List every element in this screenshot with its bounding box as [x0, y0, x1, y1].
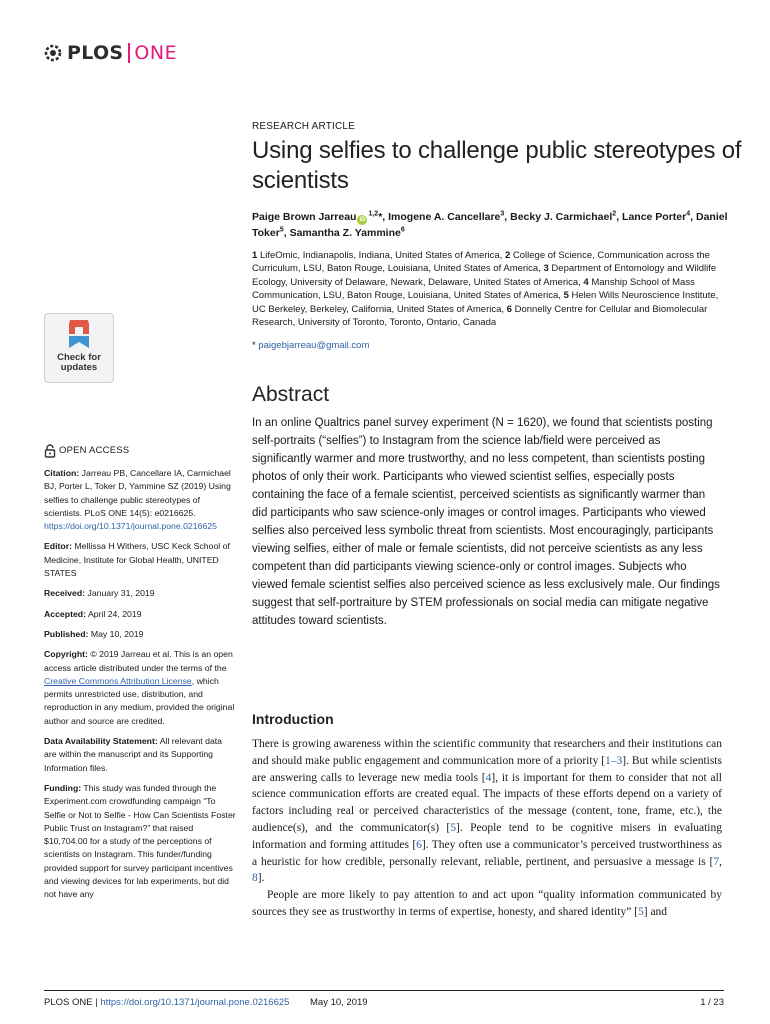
- article-sidebar: [44, 444, 236, 909]
- editor-label: Editor:: [44, 541, 72, 552]
- author-affiliation-marker: 4: [686, 210, 691, 218]
- article-title: Using selfies to challenge public stereotypes of scientists: [252, 137, 742, 194]
- intro-paragraph-1: There is growing awareness within the scientific community that researchers and their institutions can and should make public engagement and communication more of a priority [1–3]. But while scientists are answering calls to leverage new media tools [4], it is important for them to consider that not all science communication efforts are created equal. The impacts of these efforts depend on a variety of factors including real or perceived characteristics of the message (content, tone, frame, etc.), the audience(s), and the communicator(s) [5]. People tend to be cognitive misers in evaluating information and forming attitudes [6]. They often use a communicator’s perceived trustworthiness as a heuristic for how credible, personally relevant, reliable, pertinent, and persuasive a message is [7, 8].: [252, 738, 723, 885]
- received-label: Received:: [44, 588, 86, 599]
- published-date: May 10, 2019: [90, 628, 144, 639]
- author: Imogene A. Cancellare$^3$,: [388, 210, 511, 223]
- introduction-body: [252, 736, 722, 921]
- author-affiliation-marker: 6: [400, 226, 405, 234]
- author-name: Lance Porter: [622, 211, 687, 223]
- author-name: Becky J. Carmichael: [510, 211, 613, 223]
- check-for-updates-badge[interactable]: [44, 313, 114, 383]
- copyright-label: Copyright:: [44, 649, 88, 660]
- footer-citation: [44, 997, 289, 1008]
- affiliation-text: Donnelly Centre for Cellular and Biomolecular Research, University of Toronto, Toronto, Ontario, Canada: [252, 303, 708, 329]
- citation-block: [44, 467, 236, 533]
- author-affiliation-marker: 1,2: [368, 210, 379, 218]
- citation-link[interactable]: 5: [450, 821, 457, 834]
- affiliation-number: 6: [506, 303, 512, 315]
- intro-paragraph-2: People are more likely to pay attention to and act upon “quality information communicated by sources they see as trustworthy in terms of expertise, honesty, and shared identity” [5] and: [252, 889, 722, 918]
- crossmark-icon: [65, 320, 93, 350]
- footer-rule: [44, 990, 724, 991]
- open-access-label: [44, 444, 236, 458]
- article-type-label: RESEARCH ARTICLE: [252, 121, 356, 132]
- citation-label: Citation:: [44, 468, 80, 478]
- citation-link[interactable]: 1–3: [605, 754, 623, 767]
- footer-doi-link[interactable]: https://doi.org/10.1371/journal.pone.0216625: [100, 997, 290, 1008]
- author-affiliation-marker: 2: [612, 210, 617, 218]
- logo-divider: [128, 43, 130, 63]
- affiliation-text: Department of Entomology and Wildlife Ecology, University of Delaware, Newark, Delaware, United States of America,: [252, 263, 717, 288]
- plos-logo-icon: [42, 42, 64, 64]
- copyright-block: [44, 648, 236, 728]
- logo-one-text: ONE: [134, 42, 178, 64]
- author-list: [252, 209, 742, 241]
- editor-block: [44, 540, 236, 580]
- citation-link[interactable]: 4: [485, 771, 492, 784]
- affiliation-text: LifeOmic, Indianapolis, Indiana, United States of America,: [259, 250, 503, 261]
- affiliation-text: College of Science, Communication across the Curriculum, LSU, Baton Rouge, Louisiana, United States of America,: [252, 250, 710, 275]
- affiliation-number: 4: [583, 276, 589, 288]
- author-affiliation-marker: 5: [279, 226, 284, 234]
- author: Daniel Toker$^5$,: [252, 211, 728, 239]
- citation-link[interactable]: 6: [416, 838, 422, 851]
- affiliation-item: [252, 250, 505, 261]
- editor-text: Mellissa H Withers, USC Keck School of Medicine, Institute for Global Health, UNITED STATES: [44, 541, 230, 579]
- badge-label: [57, 353, 101, 373]
- author-name: Samantha Z. Yammine: [289, 227, 401, 239]
- funding-block: [44, 782, 236, 902]
- affiliation-number: 3: [543, 263, 549, 275]
- accepted-block: [44, 608, 236, 621]
- copyright-text-post: , which permits unrestricted use, distribution, and reproduction in any medium, provided the original author and source are credited.: [44, 675, 235, 726]
- received-date: January 31, 2019: [87, 588, 155, 599]
- badge-line-1: Check for: [57, 352, 101, 363]
- plos-one-logo[interactable]: [42, 40, 177, 66]
- data-availability-label: Data Availability Statement:: [44, 736, 158, 747]
- citation-doi-link[interactable]: https://doi.org/10.1371/journal.pone.0216625: [44, 521, 217, 532]
- orcid-icon[interactable]: iD: [359, 217, 366, 223]
- data-availability-text: All relevant data are within the manuscript and its Supporting Information files.: [44, 736, 223, 773]
- affiliation-text: Manship School of Mass Communication, LSU, Baton Rouge, Louisiana, United States of America,: [252, 276, 695, 302]
- footer-journal: PLOS ONE |: [44, 997, 98, 1008]
- open-access-text: OPEN ACCESS: [59, 445, 130, 457]
- footer-date: May 10, 2019: [310, 997, 368, 1008]
- abstract-text: In an online Qualtrics panel survey experiment (N = 1620), we found that scientists posting self-portraits (“selfies”) to Instagram from the science lab/field were perceived as significantly warmer and more trustworthy, and no less competent, than scientists posting photos of only their work. Participants who viewed scientist selfies, especially posts containing the face of a female scientist, perceived scientists as significantly warmer than did participants who saw science-only images or control images. Participants who viewed selfies also perceived less symbolic threat from scientists. Most encouragingly, participants viewing selfies, either of male or female scientists, did not perceive scientists as any less competent than did participants viewing science-only or control images. Subjects who viewed female scientist selfies also perceived science as less exclusively male. Our findings suggest that self-portraiture by STEM professionals on social media can mitigate negative attitudes toward scientists.: [252, 417, 720, 627]
- copyright-text-pre: © 2019 Jarreau et al. This is an open access article distributed under the terms of the: [44, 649, 233, 673]
- page-number: 1 / 23: [700, 997, 724, 1008]
- author: Becky J. Carmichael$^2$,: [510, 210, 623, 223]
- license-link[interactable]: Creative Commons Attribution License: [44, 675, 192, 686]
- abstract-heading: Abstract: [252, 383, 330, 406]
- affiliation-number: 1: [252, 250, 258, 261]
- open-lock-icon: [44, 444, 56, 458]
- email-link[interactable]: paigebjarreau@gmail.com: [258, 340, 370, 351]
- citation-text: Jarreau PB, Cancellare IA, Carmichael BJ, Porter L, Toker D, Yammine SZ (2019) Using selfies to challenge public stereotypes of scientists. PLoS ONE 14(5): e0216625.: [44, 468, 231, 518]
- author: Lance Porter$^4$,: [622, 210, 696, 223]
- published-label: Published:: [44, 628, 89, 639]
- author: Paige Brown Jarreau iD$^{1,2}$*,: [252, 210, 389, 223]
- citation-link[interactable]: 8: [252, 872, 258, 885]
- funding-text: This study was funded through the Experiment.com crowdfunding campaign “To Selfie or Not to Selfie - How Can Scientists Foster Public Trust on Instagram?” that raised $10,704.00 for a study of the perceptions of scientists on Instagram. This funder/funding provided support for survey participant incentives and viewing devices for lab experiments, but did not have any: [44, 782, 236, 900]
- introduction-heading: Introduction: [252, 711, 334, 727]
- author-name: Paige Brown Jarreau: [252, 211, 357, 223]
- citation-link[interactable]: 5: [638, 905, 644, 918]
- received-block: [44, 587, 236, 600]
- badge-line-2: updates: [60, 362, 98, 373]
- citation-link[interactable]: 7: [713, 855, 720, 868]
- author: [290, 227, 405, 239]
- funding-label: Funding:: [44, 782, 82, 793]
- affiliations: [252, 249, 730, 329]
- author-name: Imogene A. Cancellare: [388, 211, 501, 223]
- accepted-date: April 24, 2019: [87, 608, 142, 619]
- logo-plos-text: PLOS: [67, 42, 124, 64]
- affiliation-number: 2: [504, 250, 511, 261]
- affiliation-number: 5: [563, 290, 569, 302]
- author-name: Daniel Toker: [252, 211, 728, 239]
- corresponding-email: [252, 340, 369, 351]
- data-availability-block: [44, 735, 236, 775]
- affiliation-text: Helen Wills Neuroscience Institute, UC Berkeley, Berkeley, California, United States of America,: [252, 290, 719, 315]
- email-asterisk: *: [252, 340, 256, 351]
- author-affiliation-marker: 3: [500, 210, 505, 218]
- accepted-label: Accepted:: [44, 608, 86, 619]
- published-block: [44, 628, 236, 641]
- corresponding-marker: *: [378, 211, 383, 223]
